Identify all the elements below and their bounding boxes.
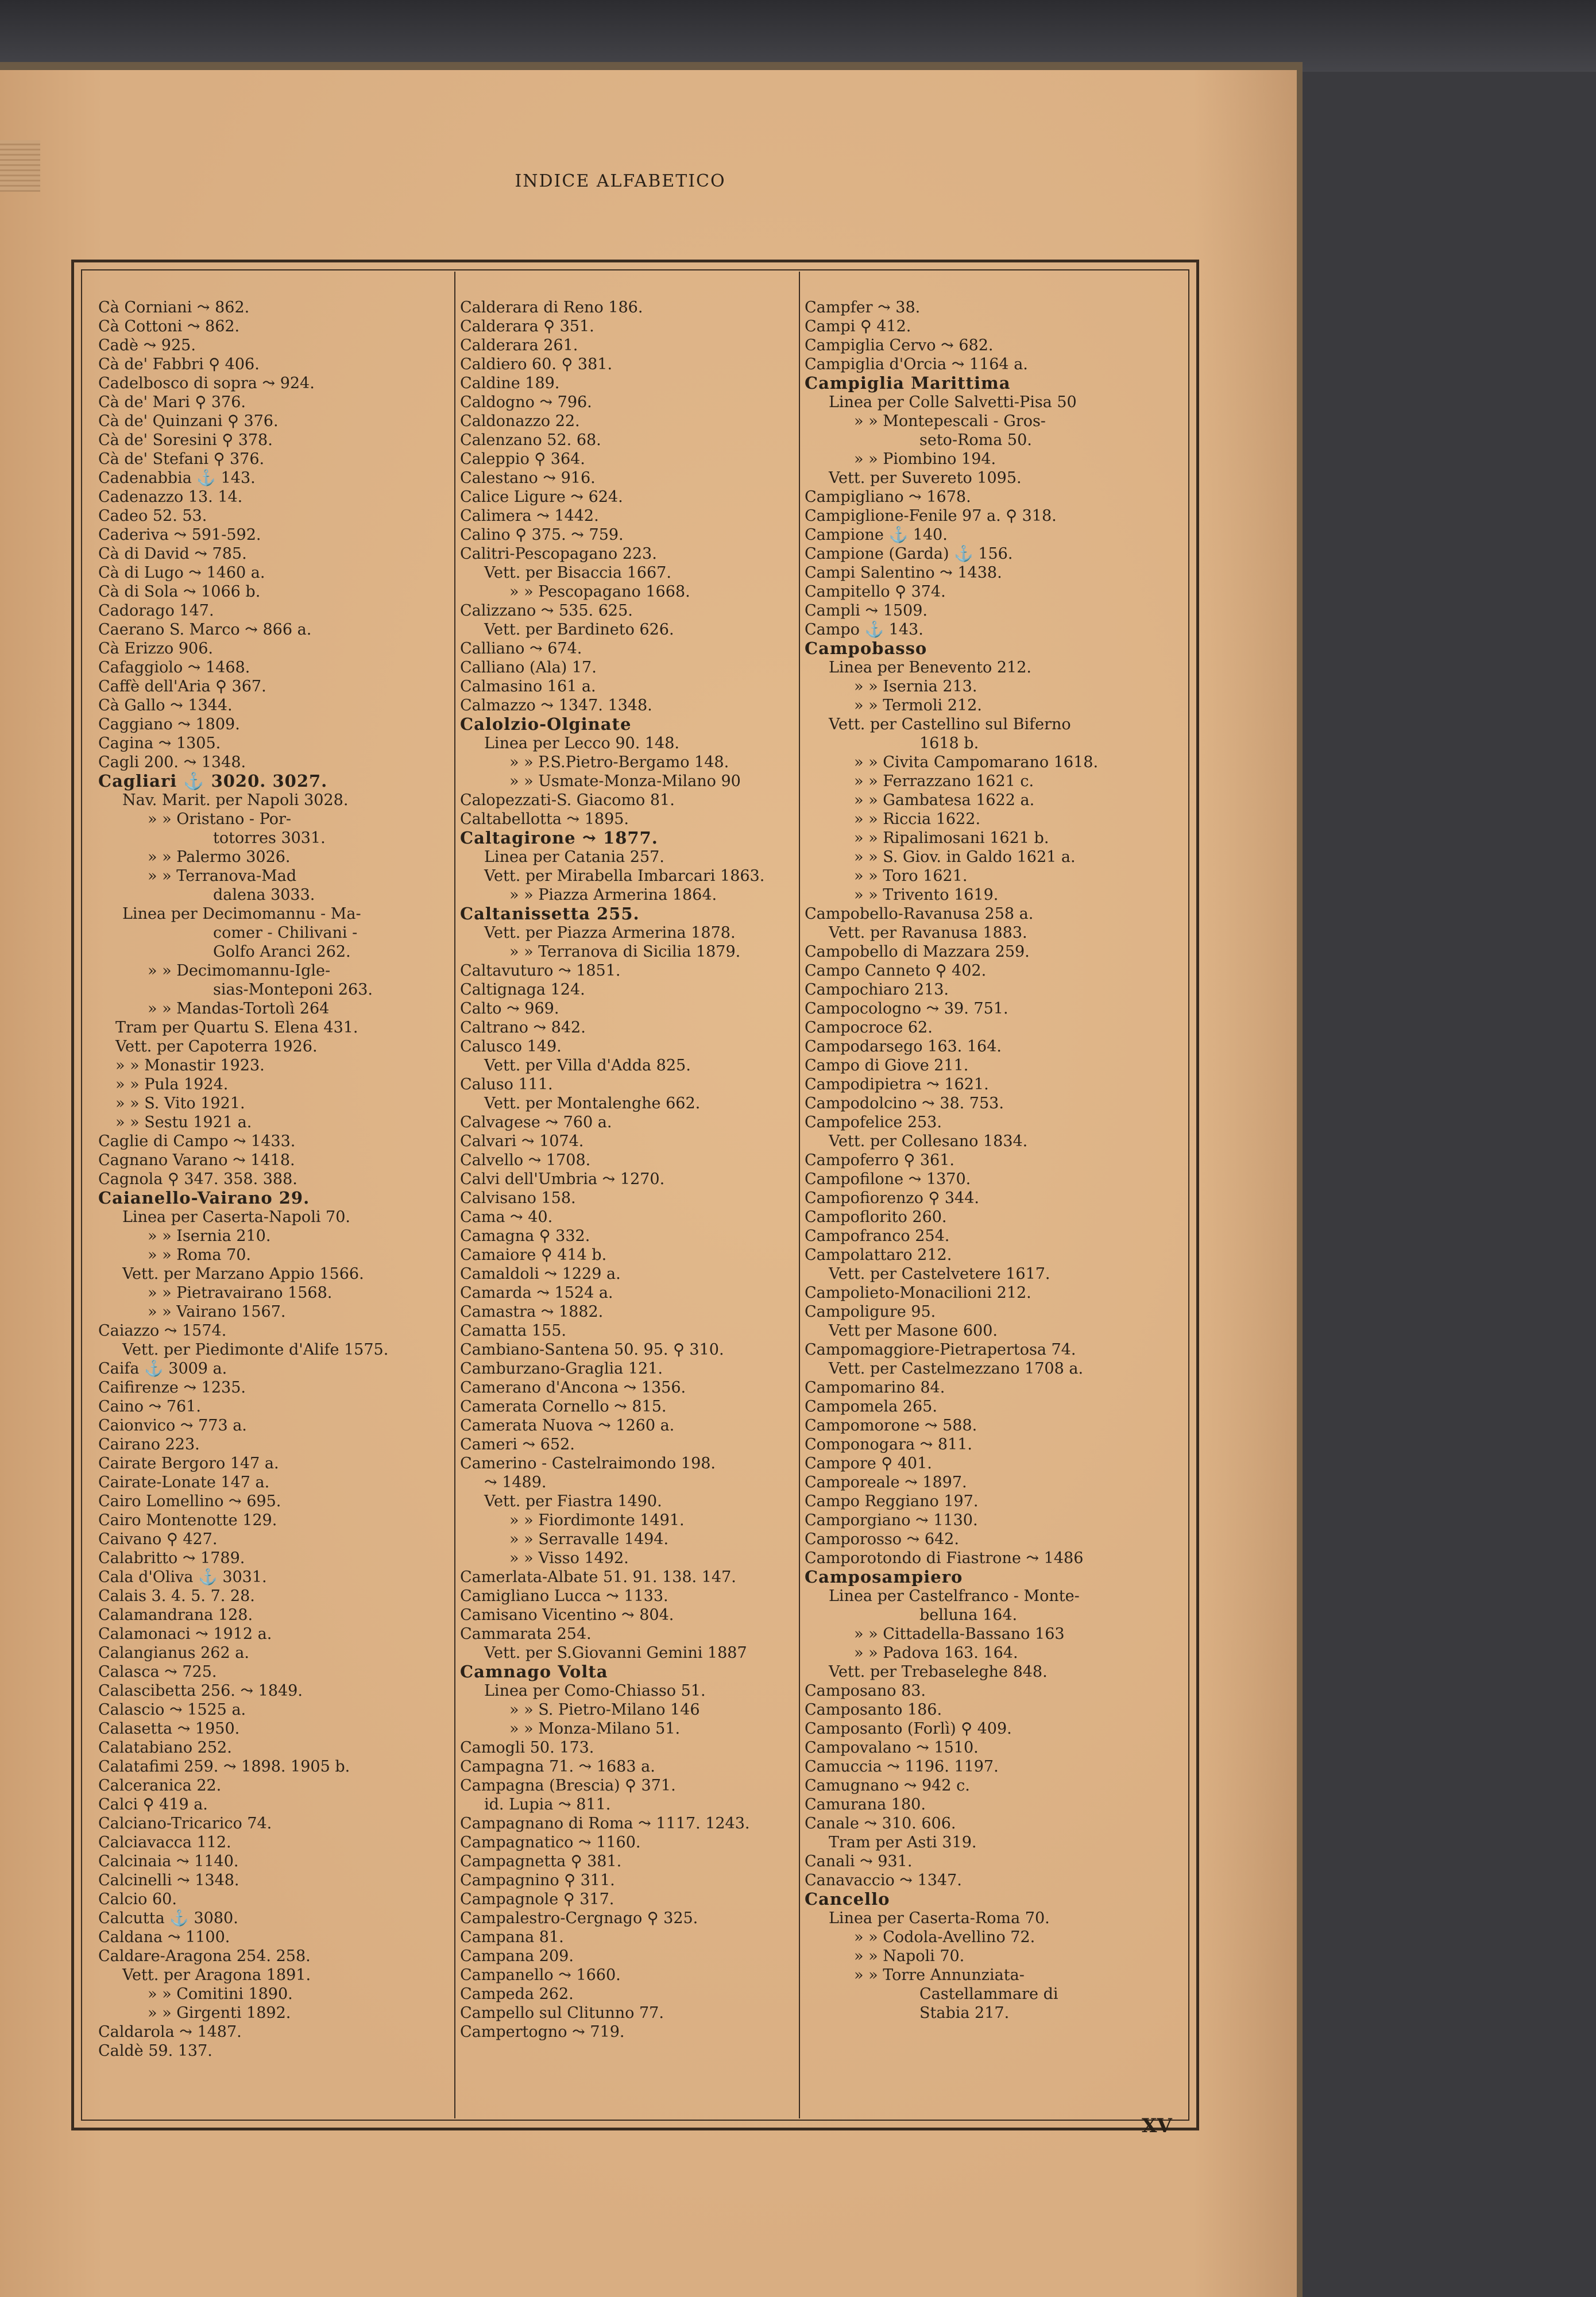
- index-entry: Linea per Caserta-Roma 70.: [829, 1909, 1050, 1927]
- index-entry: Caifirenze ⤳ 1235.: [98, 1379, 246, 1397]
- index-entry: » » Pula 1924.: [115, 1076, 229, 1093]
- index-entry: Calabritto ⤳ 1789.: [98, 1549, 245, 1567]
- index-entry: » » Fiordimonte 1491.: [509, 1511, 685, 1529]
- index-entry: Vett. per Ravanusa 1883.: [829, 924, 1027, 942]
- page-number: XV: [1142, 2114, 1172, 2137]
- index-entry: Camporotondo di Fiastrone ⤳ 1486: [805, 1549, 1084, 1567]
- index-entry: Campo Reggiano 197.: [805, 1492, 979, 1510]
- index-entry: Linea per Caserta-Napoli 70.: [122, 1208, 350, 1226]
- index-entry: » » S. Giov. in Galdo 1621 a.: [854, 848, 1076, 866]
- index-entry: Vett. per Capoterra 1926.: [115, 1038, 318, 1055]
- index-entry: Camisano Vicentino ⤳ 804.: [460, 1606, 674, 1624]
- index-entry: Campolattaro 212.: [805, 1246, 952, 1264]
- index-entry: Campagnole ⚲ 317.: [460, 1890, 615, 1908]
- index-entry: Campiglia d'Orcia ⤳ 1164 a.: [805, 355, 1028, 373]
- index-entry: Campobello di Mazzara 259.: [805, 943, 1030, 961]
- index-entry: Canali ⤳ 931.: [805, 1853, 913, 1870]
- index-entry: Camerino - Castelraimondo 198.: [460, 1455, 716, 1472]
- index-column-1: [98, 298, 449, 2060]
- index-entry: Campodolcino ⤳ 38. 753.: [805, 1095, 1004, 1112]
- index-column-3: [805, 298, 1172, 2023]
- index-entry: Caderiva ⤳ 591-592.: [98, 526, 261, 544]
- index-entry: » » Cittadella-Bassano 163: [854, 1625, 1065, 1643]
- index-entry: Campoligure 95.: [805, 1303, 936, 1321]
- index-entry: Vett. per Aragona 1891.: [122, 1966, 311, 1984]
- index-entry: Cameri ⤳ 652.: [460, 1436, 575, 1453]
- index-entry: Camatta 155.: [460, 1322, 566, 1340]
- index-entry: Campoflorito 260.: [805, 1208, 947, 1226]
- index-entry: Campiglione-Fenile 97 a. ⚲ 318.: [805, 507, 1057, 525]
- index-entry: Calcinelli ⤳ 1348.: [98, 1871, 239, 1889]
- index-entry: Caldarola ⤳ 1487.: [98, 2023, 242, 2041]
- index-entry: » » Ferrazzano 1621 c.: [854, 772, 1034, 790]
- index-entry: Vett. per Collesano 1834.: [829, 1132, 1028, 1150]
- index-entry: Cà Erizzo 906.: [98, 640, 213, 658]
- index-entry: » » Torre Annunziata-: [854, 1966, 1025, 1984]
- index-entry: Campli ⤳ 1509.: [805, 602, 928, 620]
- index-entry: » » Riccia 1622.: [854, 810, 981, 828]
- index-entry: Calimera ⤳ 1442.: [460, 507, 599, 525]
- index-entry: Campomarino 84.: [805, 1379, 945, 1397]
- index-entry: Caifa ⚓ 3009 a.: [98, 1360, 227, 1378]
- index-entry: Caldare-Aragona 254. 258.: [98, 1947, 311, 1965]
- index-entry: » » Isernia 213.: [854, 678, 977, 695]
- index-entry: Stabia 217.: [919, 2004, 1010, 2022]
- index-entry: dalena 3033.: [213, 886, 315, 904]
- index-entry: Vett. per Castelmezzano 1708 a.: [829, 1360, 1084, 1378]
- index-heading: Cagliari ⚓ 3020. 3027.: [98, 772, 328, 791]
- index-entry: Caldogno ⤳ 796.: [460, 393, 592, 411]
- index-heading: Caltagirone ⤳ 1877.: [460, 829, 658, 848]
- index-entry: Cà Cottoni ⤳ 862.: [98, 318, 240, 335]
- index-entry: Camastra ⤳ 1882.: [460, 1303, 604, 1321]
- backdrop: [0, 0, 1596, 72]
- index-entry: Cà de' Soresini ⚲ 378.: [98, 431, 273, 449]
- index-entry: Calatafimi 259. ⤳ 1898. 1905 b.: [98, 1758, 350, 1776]
- index-entry: Cairate-Lonate 147 a.: [98, 1474, 270, 1491]
- index-entry: Vett. per Suvereto 1095.: [829, 469, 1022, 487]
- index-entry: Campoferro ⚲ 361.: [805, 1151, 954, 1169]
- index-entry: Calestano ⤳ 916.: [460, 469, 596, 487]
- index-entry: Campodipietra ⤳ 1621.: [805, 1076, 989, 1093]
- index-entry: Cà de' Mari ⚲ 376.: [98, 393, 246, 411]
- index-entry: Calitri-Pescopagano 223.: [460, 545, 657, 563]
- index-entry: Campeda 262.: [460, 1985, 574, 2003]
- index-entry: Camposanto 186.: [805, 1701, 942, 1719]
- index-entry: Calamonaci ⤳ 1912 a.: [98, 1625, 272, 1643]
- index-entry: Camporeale ⤳ 1897.: [805, 1474, 967, 1491]
- index-entry: » » Roma 70.: [148, 1246, 252, 1264]
- index-entry: Campagnatico ⤳ 1160.: [460, 1834, 641, 1851]
- index-entry: » » Comitini 1890.: [148, 1985, 293, 2003]
- index-entry: Campofelice 253.: [805, 1113, 942, 1131]
- index-heading: Campobasso: [805, 639, 928, 658]
- index-entry: Campo Canneto ⚲ 402.: [805, 962, 987, 980]
- index-heading: Cancello: [805, 1890, 890, 1909]
- index-entry: Camugnano ⤳ 942 c.: [805, 1777, 970, 1795]
- index-entry: » » Codola-Avellino 72.: [854, 1928, 1035, 1946]
- index-entry: Campodarsego 163. 164.: [805, 1038, 1002, 1055]
- index-entry: Caldana ⤳ 1100.: [98, 1928, 230, 1946]
- index-entry: Caldè 59. 137.: [98, 2042, 212, 2060]
- index-entry: Camerata Cornello ⤳ 815.: [460, 1398, 667, 1416]
- index-entry: Cadeo 52. 53.: [98, 507, 207, 525]
- book-page: [0, 70, 1297, 2297]
- index-entry: Cagli 200. ⤳ 1348.: [98, 753, 246, 771]
- index-entry: Cagnano Varano ⤳ 1418.: [98, 1151, 295, 1169]
- index-entry: Camagna ⚲ 332.: [460, 1227, 590, 1245]
- index-entry: Calais 3. 4. 5. 7. 28.: [98, 1587, 255, 1605]
- index-entry: Calci ⚲ 419 a.: [98, 1796, 208, 1813]
- index-entry: Caffè dell'Aria ⚲ 367.: [98, 678, 266, 695]
- index-entry: Campana 209.: [460, 1947, 574, 1965]
- index-entry: Linea per Lecco 90. 148.: [484, 734, 679, 752]
- index-entry: Cama ⤳ 40.: [460, 1208, 553, 1226]
- index-entry: Cadè ⤳ 925.: [98, 337, 196, 354]
- index-entry: Campagnano di Roma ⤳ 1117. 1243.: [460, 1815, 750, 1832]
- index-entry: Campagna (Brescia) ⚲ 371.: [460, 1777, 676, 1795]
- index-entry: Caldine 189.: [460, 374, 560, 392]
- index-entry: Calvagese ⤳ 760 a.: [460, 1113, 612, 1131]
- index-entry: » » Terranova-Mad: [148, 867, 297, 885]
- index-entry: Campagna 71. ⤳ 1683 a.: [460, 1758, 655, 1776]
- index-entry: » » Ripalimosani 1621 b.: [854, 829, 1049, 847]
- index-entry: Campochiaro 213.: [805, 981, 949, 999]
- index-entry: » » Usmate-Monza-Milano 90: [509, 772, 741, 790]
- index-entry: Campo ⚓ 143.: [805, 621, 923, 639]
- index-entry: Calderara 261.: [460, 337, 578, 354]
- index-entry: totorres 3031.: [213, 829, 326, 847]
- index-entry: Calice Ligure ⤳ 624.: [460, 488, 623, 506]
- index-frame: [71, 260, 1199, 2130]
- index-entry: Cagina ⤳ 1305.: [98, 734, 221, 752]
- index-entry: seto-Roma 50.: [919, 431, 1032, 449]
- index-entry: Vett. per Mirabella Imbarcari 1863.: [484, 867, 765, 885]
- index-entry: Caionvico ⤳ 773 a.: [98, 1417, 247, 1434]
- index-entry: » » Pescopagano 1668.: [509, 583, 690, 601]
- index-entry: » » Girgenti 1892.: [148, 2004, 291, 2022]
- index-entry: Calino ⚲ 375. ⤳ 759.: [460, 526, 624, 544]
- index-entry: Linea per Como-Chiasso 51.: [484, 1682, 706, 1700]
- index-entry: Calatabiano 252.: [98, 1739, 232, 1757]
- index-entry: Campolieto-Monacilioni 212.: [805, 1284, 1031, 1302]
- index-entry: Calusco 149.: [460, 1038, 562, 1055]
- index-entry: Canale ⤳ 310. 606.: [805, 1815, 956, 1832]
- index-entry: Vett. per Piedimonte d'Alife 1575.: [122, 1341, 389, 1359]
- index-entry: Camaiore ⚲ 414 b.: [460, 1246, 607, 1264]
- index-entry: Componogara ⤳ 811.: [805, 1436, 972, 1453]
- index-entry: Campofiorenzo ⚲ 344.: [805, 1189, 979, 1207]
- index-entry: Vett. per Villa d'Adda 825.: [484, 1057, 691, 1074]
- index-entry: Campertogno ⤳ 719.: [460, 2023, 625, 2041]
- index-entry: » » Toro 1621.: [854, 867, 968, 885]
- index-entry: Vett. per Castellino sul Biferno: [829, 716, 1071, 733]
- index-entry: Cà Corniani ⤳ 862.: [98, 299, 250, 316]
- index-entry: Golfo Aranci 262.: [213, 943, 351, 961]
- index-entry: » » Napoli 70.: [854, 1947, 965, 1965]
- index-entry: Caiazzo ⤳ 1574.: [98, 1322, 227, 1340]
- index-entry: Calcio 60.: [98, 1890, 177, 1908]
- index-heading: Caltanissetta 255.: [460, 904, 640, 923]
- index-entry: Campocologno ⤳ 39. 751.: [805, 1000, 1008, 1018]
- index-entry: Castellammare di: [919, 1985, 1058, 2003]
- index-entry: Campello sul Clitunno 77.: [460, 2004, 664, 2022]
- index-entry: Camposano 83.: [805, 1682, 926, 1700]
- index-entry: ⤳ 1489.: [484, 1474, 547, 1491]
- index-entry: Caino ⤳ 761.: [98, 1398, 201, 1416]
- index-entry: Vett. per Montalenghe 662.: [484, 1095, 701, 1112]
- index-entry: » » Sestu 1921 a.: [115, 1113, 252, 1131]
- index-entry: Cà de' Fabbri ⚲ 406.: [98, 355, 260, 373]
- index-entry: Campiglia Cervo ⤳ 682.: [805, 337, 994, 354]
- index-entry: » » P.S.Pietro-Bergamo 148.: [509, 753, 729, 771]
- index-entry: Linea per Decimomannu - Ma-: [122, 905, 361, 923]
- index-entry: Cambiano-Santena 50. 95. ⚲ 310.: [460, 1341, 724, 1359]
- index-entry: Cafaggiolo ⤳ 1468.: [98, 659, 250, 676]
- index-entry: Tram per Asti 319.: [829, 1834, 977, 1851]
- index-entry: Cairano 223.: [98, 1436, 200, 1453]
- index-entry: Calasetta ⤳ 1950.: [98, 1720, 240, 1738]
- index-entry: Linea per Catania 257.: [484, 848, 664, 866]
- index-entry: Cadelbosco di sopra ⤳ 924.: [98, 374, 315, 392]
- index-entry: Calopezzati-S. Giacomo 81.: [460, 791, 675, 809]
- column-divider-2: [799, 272, 800, 2118]
- index-entry: Caldiero 60. ⚲ 381.: [460, 355, 613, 373]
- index-entry: Camigliano Lucca ⤳ 1133.: [460, 1587, 668, 1605]
- index-entry: Calcutta ⚓ 3080.: [98, 1909, 238, 1927]
- index-entry: Caluso 111.: [460, 1076, 553, 1093]
- index-entry: Campione (Garda) ⚓ 156.: [805, 545, 1013, 563]
- index-entry: id. Lupia ⤳ 811.: [484, 1796, 611, 1813]
- index-entry: Calliano (Ala) 17.: [460, 659, 597, 676]
- index-entry: Campomela 265.: [805, 1398, 937, 1416]
- index-entry: » » Trivento 1619.: [854, 886, 999, 904]
- index-entry: Linea per Benevento 212.: [829, 659, 1031, 676]
- index-entry: Calizzano ⤳ 535. 625.: [460, 602, 633, 620]
- index-entry: Cadorago 147.: [98, 602, 214, 620]
- index-entry: Campi Salentino ⤳ 1438.: [805, 564, 1002, 582]
- index-entry: Vett per Masone 600.: [829, 1322, 998, 1340]
- index-entry: » » Termoli 212.: [854, 697, 982, 714]
- index-entry: Caltignaga 124.: [460, 981, 585, 999]
- index-entry: Campocroce 62.: [805, 1019, 933, 1037]
- index-entry: Cammarata 254.: [460, 1625, 592, 1643]
- index-entry: » » Gambatesa 1622 a.: [854, 791, 1035, 809]
- index-entry: Campitello ⚲ 374.: [805, 583, 946, 601]
- index-entry: Calcinaia ⤳ 1140.: [98, 1853, 239, 1870]
- index-entry: » » Pietravairano 1568.: [148, 1284, 333, 1302]
- index-heading: Camnago Volta: [460, 1662, 608, 1681]
- index-entry: Linea per Colle Salvetti-Pisa 50: [829, 393, 1077, 411]
- index-entry: Camerata Nuova ⤳ 1260 a.: [460, 1417, 675, 1434]
- index-heading: Campiglia Marittima: [805, 374, 1011, 393]
- page-header: INDICE ALFABETICO: [515, 171, 726, 191]
- index-entry: Caltabellotta ⤳ 1895.: [460, 810, 629, 828]
- index-entry: Camerlata-Albate 51. 91. 138. 147.: [460, 1568, 736, 1586]
- index-entry: Vett. per Trebaseleghe 848.: [829, 1663, 1048, 1681]
- index-entry: sias-Monteponi 263.: [213, 981, 373, 999]
- index-entry: Campobello-Ravanusa 258 a.: [805, 905, 1034, 923]
- index-entry: Calenzano 52. 68.: [460, 431, 601, 449]
- index-entry: » » Piazza Armerina 1864.: [509, 886, 717, 904]
- index-entry: Caldonazzo 22.: [460, 412, 580, 430]
- index-entry: » » Vairano 1567.: [148, 1303, 286, 1321]
- index-entry: » » S. Pietro-Milano 146: [509, 1701, 700, 1719]
- index-entry: » » Civita Campomarano 1618.: [854, 753, 1099, 771]
- index-entry: » » Montepescali - Gros-: [854, 412, 1046, 430]
- index-entry: Campofilone ⤳ 1370.: [805, 1170, 971, 1188]
- index-entry: Caleppio ⚲ 364.: [460, 450, 585, 468]
- index-heading: Calolzio-Olginate: [460, 715, 632, 734]
- index-entry: Vett. per Fiastra 1490.: [484, 1492, 662, 1510]
- index-entry: Calvello ⤳ 1708.: [460, 1151, 591, 1169]
- index-entry: Campalestro-Cergnago ⚲ 325.: [460, 1909, 698, 1927]
- index-entry: Calliano ⤳ 674.: [460, 640, 582, 658]
- index-entry: » » Visso 1492.: [509, 1549, 629, 1567]
- index-entry: Calciavacca 112.: [98, 1834, 231, 1851]
- index-entry: Calvi dell'Umbria ⤳ 1270.: [460, 1170, 665, 1188]
- index-entry: Campione ⚓ 140.: [805, 526, 948, 544]
- index-entry: Camarda ⤳ 1524 a.: [460, 1284, 613, 1302]
- index-entry: » » Serravalle 1494.: [509, 1530, 669, 1548]
- index-entry: Cala d'Oliva ⚓ 3031.: [98, 1568, 267, 1586]
- index-entry: Nav. Marit. per Napoli 3028.: [122, 791, 349, 809]
- index-entry: Caerano S. Marco ⤳ 866 a.: [98, 621, 312, 639]
- index-entry: Camogli 50. 173.: [460, 1739, 594, 1757]
- column-divider-1: [454, 272, 455, 2118]
- index-entry: » » Terranova di Sicilia 1879.: [509, 943, 741, 961]
- index-entry: Campana 81.: [460, 1928, 564, 1946]
- index-entry: Vett. per S.Giovanni Gemini 1887: [484, 1644, 747, 1662]
- index-entry: Calamandrana 128.: [98, 1606, 253, 1624]
- index-entry: Cadenabbia ⚓ 143.: [98, 469, 256, 487]
- index-entry: Campigliano ⤳ 1678.: [805, 488, 971, 506]
- index-entry: Campo di Giove 211.: [805, 1057, 969, 1074]
- index-entry: Cà di David ⤳ 785.: [98, 545, 247, 563]
- index-entry: Camurana 180.: [805, 1796, 926, 1813]
- index-entry: Camerano d'Ancona ⤳ 1356.: [460, 1379, 686, 1397]
- index-entry: Calmazzo ⤳ 1347. 1348.: [460, 697, 652, 714]
- index-entry: » » S. Vito 1921.: [115, 1095, 245, 1112]
- index-entry: Camuccia ⤳ 1196. 1197.: [805, 1758, 999, 1776]
- index-entry: Calvari ⤳ 1074.: [460, 1132, 584, 1150]
- index-entry: » » Monza-Milano 51.: [509, 1720, 681, 1738]
- index-entry: » » Piombino 194.: [854, 450, 996, 468]
- index-heading: Caianello-Vairano 29.: [98, 1189, 310, 1208]
- index-entry: Vett. per Marzano Appio 1566.: [122, 1265, 364, 1283]
- index-entry: » » Mandas-Tortolì 264: [148, 1000, 330, 1018]
- index-entry: Campagnino ⚲ 311.: [460, 1871, 615, 1889]
- index-entry: Vett. per Piazza Armerina 1878.: [484, 924, 736, 942]
- index-entry: Cadenazzo 13. 14.: [98, 488, 243, 506]
- index-entry: » » Oristano - Por-: [148, 810, 291, 828]
- index-entry: Campi ⚲ 412.: [805, 318, 911, 335]
- index-entry: Cairo Montenotte 129.: [98, 1511, 277, 1529]
- index-entry: Calciano-Tricarico 74.: [98, 1815, 272, 1832]
- index-entry: Vett. per Castelvetere 1617.: [829, 1265, 1050, 1283]
- index-entry: Calderara ⚲ 351.: [460, 318, 594, 335]
- index-entry: Calasca ⤳ 725.: [98, 1663, 217, 1681]
- index-entry: Camaldoli ⤳ 1229 a.: [460, 1265, 621, 1283]
- index-entry: 1618 b.: [919, 734, 979, 752]
- index-entry: Calascio ⤳ 1525 a.: [98, 1701, 246, 1719]
- index-entry: Calto ⤳ 969.: [460, 1000, 559, 1018]
- index-entry: Calvisano 158.: [460, 1189, 576, 1207]
- index-entry: Caltrano ⤳ 842.: [460, 1019, 586, 1037]
- index-entry: Campomorone ⤳ 588.: [805, 1417, 977, 1434]
- index-heading: Camposampiero: [805, 1568, 963, 1587]
- index-entry: Calangianus 262 a.: [98, 1644, 249, 1662]
- index-entry: Cà di Lugo ⤳ 1460 a.: [98, 564, 265, 582]
- index-entry: Vett. per Bisaccia 1667.: [484, 564, 671, 582]
- index-column-2: [460, 298, 793, 2041]
- index-entry: Caltavuturo ⤳ 1851.: [460, 962, 621, 980]
- index-entry: Cà Gallo ⤳ 1344.: [98, 697, 233, 714]
- index-entry: Campomaggiore-Pietrapertosa 74.: [805, 1341, 1076, 1359]
- index-entry: Caivano ⚲ 427.: [98, 1530, 218, 1548]
- index-entry: Calmasino 161 a.: [460, 678, 596, 695]
- index-entry: Tram per Quartu S. Elena 431.: [115, 1019, 358, 1037]
- index-entry: belluna 164.: [919, 1606, 1018, 1624]
- index-entry: Campagnetta ⚲ 381.: [460, 1853, 622, 1870]
- index-entry: Cairo Lomellino ⤳ 695.: [98, 1492, 281, 1510]
- index-entry: Campfer ⤳ 38.: [805, 299, 921, 316]
- index-entry: » » Monastir 1923.: [115, 1057, 265, 1074]
- index-entry: Camburzano-Graglia 121.: [460, 1360, 663, 1378]
- index-entry: Caglie di Campo ⤳ 1433.: [98, 1132, 296, 1150]
- index-entry: Camporgiano ⤳ 1130.: [805, 1511, 978, 1529]
- index-entry: Cairate Bergoro 147 a.: [98, 1455, 279, 1472]
- index-entry: Camporosso ⤳ 642.: [805, 1530, 959, 1548]
- index-entry: Campofranco 254.: [805, 1227, 950, 1245]
- index-entry: Cagnola ⚲ 347. 358. 388.: [98, 1170, 297, 1188]
- index-entry: » » Decimomannu-Igle-: [148, 962, 331, 980]
- index-entry: comer - Chilivani -: [213, 924, 358, 942]
- index-entry: Calderara di Reno 186.: [460, 299, 643, 316]
- index-entry: Cà di Sola ⤳ 1066 b.: [98, 583, 261, 601]
- index-entry: Cà de' Quinzani ⚲ 376.: [98, 412, 279, 430]
- index-entry: Calceranica 22.: [98, 1777, 222, 1795]
- index-entry: » » Isernia 210.: [148, 1227, 271, 1245]
- index-entry: Cà de' Stefani ⚲ 376.: [98, 450, 265, 468]
- index-entry: Vett. per Bardineto 626.: [484, 621, 674, 639]
- index-entry: Caggiano ⤳ 1809.: [98, 716, 240, 733]
- index-entry: Campovalano ⤳ 1510.: [805, 1739, 979, 1757]
- index-entry: Calascibetta 256. ⤳ 1849.: [98, 1682, 303, 1700]
- index-entry: Campore ⚲ 401.: [805, 1455, 932, 1472]
- index-entry: Canavaccio ⤳ 1347.: [805, 1871, 962, 1889]
- index-entry: Campanello ⤳ 1660.: [460, 1966, 621, 1984]
- index-entry: » » Palermo 3026.: [148, 848, 291, 866]
- index-entry: » » Padova 163. 164.: [854, 1644, 1018, 1662]
- index-entry: Camposanto (Forlì) ⚲ 409.: [805, 1720, 1012, 1738]
- index-entry: Linea per Castelfranco - Monte-: [829, 1587, 1080, 1605]
